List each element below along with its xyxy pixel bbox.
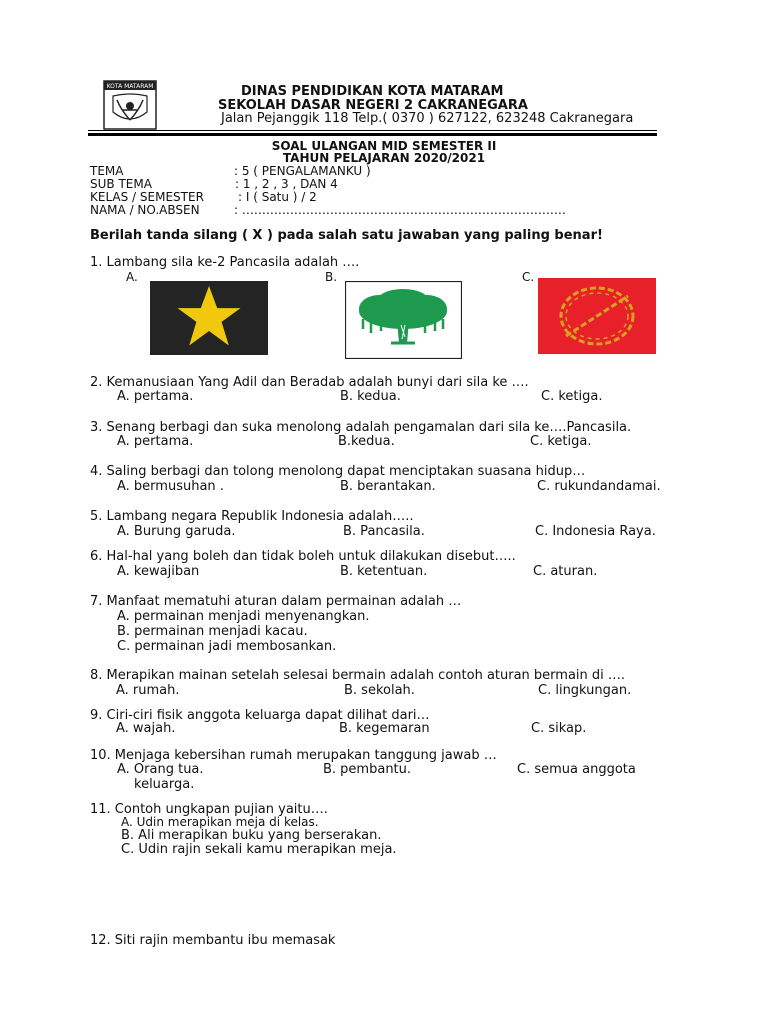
- field-label-tema: TEMA: [90, 164, 124, 178]
- field-label-nama: NAMA / NO.ABSEN: [90, 203, 200, 217]
- field-value-nama: : ………………………………………………………………………: [234, 203, 566, 217]
- star-symbol-image: [150, 281, 268, 359]
- q4-option-c: C. rukundandamai.: [537, 479, 661, 494]
- header-rule-thin: [88, 130, 657, 131]
- chain-image: [538, 278, 656, 358]
- q3-option-b: B.kedua.: [338, 434, 395, 449]
- q1-option-b: B.: [325, 270, 338, 284]
- q7-option-b: B. permainan menjadi kacau.: [117, 624, 308, 639]
- field-label-kelas: KELAS / SEMESTER: [90, 190, 204, 204]
- q4-option-a: A. bermusuhan .: [117, 479, 224, 494]
- q11-option-c: C. Udin rajin sekali kamu merapikan meja.: [121, 842, 397, 857]
- field-value-kelas: : I ( Satu ) / 2: [238, 190, 317, 204]
- q11-option-b: B. Ali merapikan buku yang berserakan.: [121, 828, 382, 843]
- q6-option-b: B. ketentuan.: [340, 564, 428, 579]
- header-line-3: Jalan Pejanggik 118 Telp.( 0370 ) 627122, 623248 Cakranegara: [221, 111, 634, 126]
- q5-option-b: B. Pancasila.: [343, 524, 425, 539]
- q6-option-a: A. kewajiban: [117, 564, 200, 579]
- header-line-1: DINAS PENDIDIKAN KOTA MATARAM: [241, 84, 504, 99]
- q4-option-b: B. berantakan.: [340, 479, 436, 494]
- question-11: 11. Contoh ungkapan pujian yaitu….: [90, 802, 328, 817]
- q8-option-c: C. lingkungan.: [538, 683, 632, 698]
- question-5: 5. Lambang negara Republik Indonesia adalah…..: [90, 509, 414, 524]
- banyan-tree-image: [345, 281, 462, 363]
- q2-option-c: C. ketiga.: [541, 389, 603, 404]
- question-6: 6. Hal-hal yang boleh dan tidak boleh untuk dilakukan disebut…..: [90, 549, 516, 564]
- q8-option-a: A. rumah.: [116, 683, 180, 698]
- q2-option-a: A. pertama.: [117, 389, 194, 404]
- q7-option-a: A. permainan menjadi menyenangkan.: [117, 609, 370, 624]
- q7-option-c: C. permainan jadi membosankan.: [117, 639, 337, 654]
- q9-option-c: C. sikap.: [531, 721, 587, 736]
- field-value-tema: : 5 ( PENGALAMANKU ): [234, 164, 371, 178]
- q5-option-c: C. Indonesia Raya.: [535, 524, 656, 539]
- header-line-2: SEKOLAH DASAR NEGERI 2 CAKRANEGARA: [218, 98, 528, 113]
- instruction: Berilah tanda silang ( X ) pada salah satu jawaban yang paling benar!: [90, 228, 603, 243]
- q5-option-a: A. Burung garuda.: [117, 524, 236, 539]
- question-7: 7. Manfaat mematuhi aturan dalam permainan adalah …: [90, 594, 462, 609]
- q10-option-b: B. pembantu.: [323, 762, 412, 777]
- school-logo: [103, 80, 157, 130]
- question-12: 12. Siti rajin membantu ibu memasak: [90, 933, 336, 948]
- q1-option-a: A.: [126, 270, 138, 284]
- question-4: 4. Saling berbagi dan tolong menolong dapat menciptakan suasana hidup…: [90, 464, 586, 479]
- question-3: 3. Senang berbagi dan suka menolong adalah pengamalan dari sila ke….Pancasila.: [90, 420, 632, 435]
- q10-option-c-cont: keluarga.: [134, 777, 195, 792]
- field-value-subtema: : 1 , 2 , 3 , DAN 4: [235, 177, 338, 191]
- q9-option-b: B. kegemaran: [339, 721, 430, 736]
- q3-option-a: A. pertama.: [117, 434, 194, 449]
- q10-option-c: C. semua anggota: [517, 762, 636, 777]
- q6-option-c: C. aturan.: [533, 564, 598, 579]
- q11-option-a: A. Udin merapikan meja di kelas.: [121, 815, 319, 829]
- exam-title: SOAL ULANGAN MID SEMESTER II: [271, 139, 497, 153]
- q1-option-c: C.: [522, 270, 535, 284]
- logo-text: KOTA MATARAM: [106, 83, 154, 90]
- field-label-subtema: SUB TEMA: [90, 177, 152, 191]
- question-2: 2. Kemanusiaan Yang Adil dan Beradab adalah bunyi dari sila ke ….: [90, 375, 529, 390]
- q8-option-b: B. sekolah.: [344, 683, 415, 698]
- q2-option-b: B. kedua.: [340, 389, 401, 404]
- q3-option-c: C. ketiga.: [530, 434, 592, 449]
- question-8: 8. Merapikan mainan setelah selesai bermain adalah contoh aturan bermain di ….: [90, 668, 626, 683]
- header-rule-thick: [88, 133, 657, 136]
- q9-option-a: A. wajah.: [116, 721, 176, 736]
- exam-year: TAHUN PELAJARAN 2020/2021: [282, 151, 486, 165]
- question-9: 9. Ciri-ciri fisik anggota keluarga dapat dilihat dari…: [90, 708, 430, 723]
- q10-option-a: A. Orang tua.: [117, 762, 204, 777]
- question-1: 1. Lambang sila ke-2 Pancasila adalah ….: [90, 255, 360, 270]
- question-10: 10. Menjaga kebersihan rumah merupakan tanggung jawab …: [90, 748, 497, 763]
